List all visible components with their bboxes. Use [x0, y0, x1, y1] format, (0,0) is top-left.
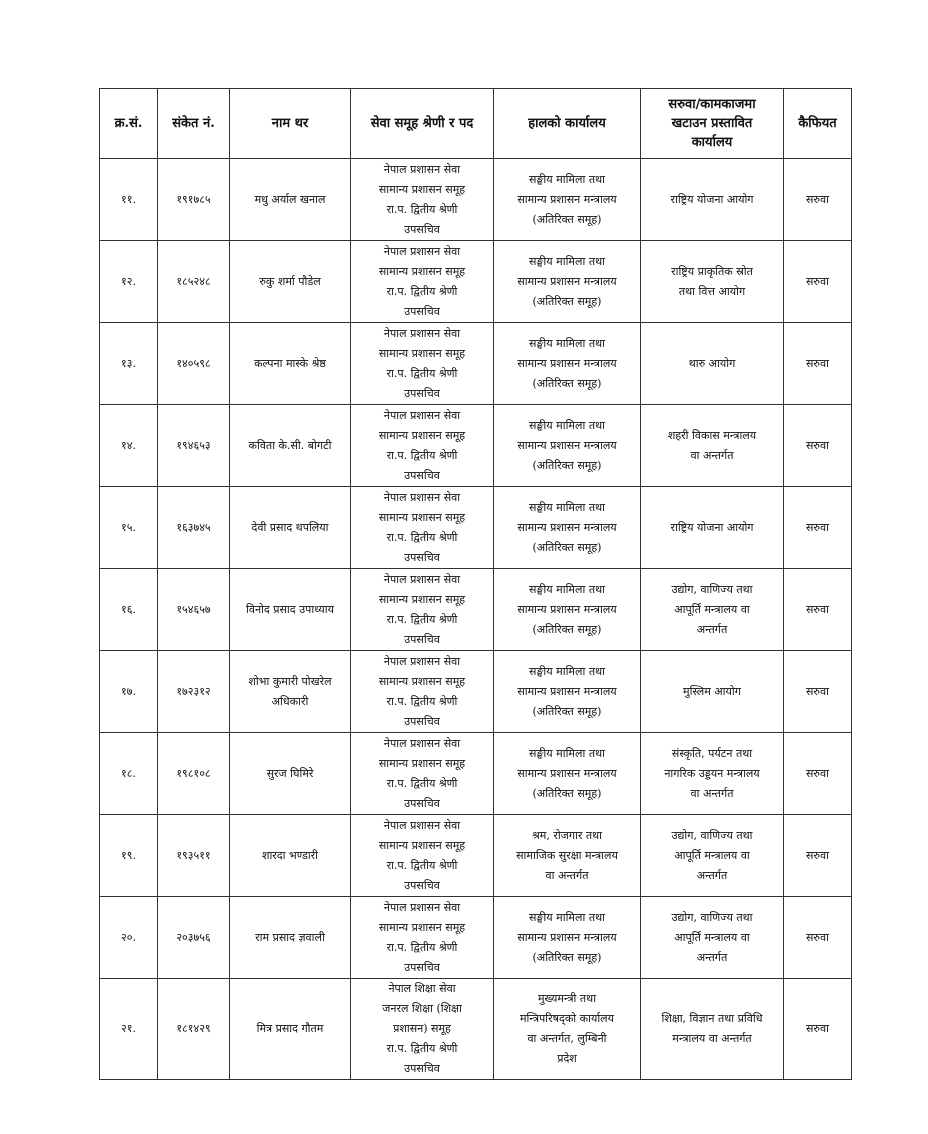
- code-cell: १९८१०८: [158, 733, 230, 815]
- service-cell-line: रा.प. द्वितीय श्रेणी: [386, 284, 458, 298]
- name-cell: मधु अर्याल खनाल: [230, 159, 351, 241]
- header-service: सेवा समूह श्रेणी र पद: [351, 89, 494, 159]
- name-cell: शारदा भण्डारी: [230, 815, 351, 897]
- service-cell-line: नेपाल प्रशासन सेवा: [383, 654, 461, 668]
- code-cell: १८५२४८: [158, 241, 230, 323]
- service-cell: [351, 323, 494, 405]
- serial-cell: १३.: [100, 323, 158, 405]
- current-office-cell: [494, 159, 641, 241]
- table-row: [100, 405, 852, 487]
- proposed-office-cell: [641, 651, 784, 733]
- serial-cell: २१.: [100, 979, 158, 1080]
- service-cell-line: सामान्य प्रशासन समूह: [378, 592, 466, 606]
- service-cell-line: सामान्य प्रशासन समूह: [378, 346, 466, 360]
- service-cell-line: उपसचिव: [404, 714, 440, 728]
- service-cell: [351, 815, 494, 897]
- current-office-cell-line: सङ्घीय मामिला तथा: [529, 500, 605, 514]
- serial-cell: १६.: [100, 569, 158, 651]
- transfer-table: [99, 88, 852, 1080]
- proposed-office-cell-line: वा अन्तर्गत: [690, 448, 734, 462]
- current-office-cell-line: श्रम, रोजगार तथा: [531, 828, 603, 842]
- service-cell-line: उपसचिव: [404, 796, 440, 810]
- service-cell-line: सामान्य प्रशासन समूह: [378, 756, 466, 770]
- remarks-cell: सरुवा: [784, 159, 852, 241]
- proposed-office-cell-line: मुस्लिम आयोग: [683, 684, 741, 698]
- table-row: [100, 979, 852, 1080]
- table-row: [100, 241, 852, 323]
- current-office-cell-line: सामान्य प्रशासन मन्त्रालय: [517, 438, 617, 452]
- name-cell: रुकु शर्मा पौडेल: [230, 241, 351, 323]
- code-cell: १४०५९८: [158, 323, 230, 405]
- proposed-office-cell: [641, 241, 784, 323]
- current-office-cell-line: सामान्य प्रशासन मन्त्रालय: [517, 274, 617, 288]
- service-cell: [351, 979, 494, 1080]
- service-cell-line: नेपाल प्रशासन सेवा: [383, 408, 461, 422]
- proposed-office-cell-line: राष्ट्रिय प्राकृतिक स्रोत: [671, 264, 753, 278]
- current-office-cell-line: प्रदेश: [557, 1052, 577, 1065]
- name-cell: शोभा कुमारी पोखरेल अधिकारी: [230, 651, 351, 733]
- proposed-office-cell-line: अन्तर्गत: [696, 868, 728, 882]
- current-office-cell-line: सङ्घीय मामिला तथा: [529, 172, 605, 186]
- table-row: [100, 569, 852, 651]
- remarks-cell: सरुवा: [784, 241, 852, 323]
- service-cell: [351, 897, 494, 979]
- service-cell-line: नेपाल शिक्षा सेवा: [388, 982, 456, 995]
- service-cell-line: उपसचिव: [404, 1062, 440, 1075]
- service-cell-line: सामान्य प्रशासन समूह: [378, 920, 466, 934]
- code-cell: १६३७४५: [158, 487, 230, 569]
- proposed-office-cell-line: उद्योग, वाणिज्य तथा: [671, 582, 753, 596]
- service-cell-line: सामान्य प्रशासन समूह: [378, 182, 466, 196]
- service-cell-line: रा.प. द्वितीय श्रेणी: [386, 612, 458, 626]
- service-cell-line: सामान्य प्रशासन समूह: [378, 510, 466, 524]
- current-office-cell-line: सामाजिक सुरक्षा मन्त्रालय: [516, 848, 618, 862]
- current-office-cell-line: (अतिरिक्त समूह): [532, 212, 602, 226]
- service-cell-line: उपसचिव: [404, 222, 440, 236]
- service-cell: [351, 651, 494, 733]
- current-office-cell: [494, 979, 641, 1080]
- code-cell: १५४६५७: [158, 569, 230, 651]
- remarks-cell: सरुवा: [784, 405, 852, 487]
- code-cell: १९१७८५: [158, 159, 230, 241]
- current-office-cell-line: (अतिरिक्त समूह): [532, 622, 602, 636]
- serial-cell: १८.: [100, 733, 158, 815]
- current-office-cell: [494, 241, 641, 323]
- remarks-cell: सरुवा: [784, 897, 852, 979]
- header-serial: क्र.सं.: [100, 89, 158, 159]
- serial-cell: १९.: [100, 815, 158, 897]
- current-office-cell-line: सामान्य प्रशासन मन्त्रालय: [517, 930, 617, 944]
- service-cell-line: जनरल शिक्षा (शिक्षा: [382, 1002, 462, 1015]
- table-body: [100, 159, 852, 1080]
- proposed-office-cell-line: वा अन्तर्गत: [690, 786, 734, 800]
- proposed-office-cell-line: शहरी विकास मन्त्रालय: [667, 428, 757, 442]
- proposed-office-cell: [641, 159, 784, 241]
- table-row: [100, 651, 852, 733]
- remarks-cell: सरुवा: [784, 979, 852, 1080]
- proposed-office-cell-line: आपूर्ति मन्त्रालय वा: [674, 930, 750, 944]
- serial-cell: १२.: [100, 241, 158, 323]
- service-cell-line: नेपाल प्रशासन सेवा: [383, 900, 461, 914]
- table-row: [100, 897, 852, 979]
- service-cell-line: नेपाल प्रशासन सेवा: [383, 818, 461, 832]
- remarks-cell: सरुवा: [784, 815, 852, 897]
- proposed-office-cell-line: राष्ट्रिय योजना आयोग: [670, 192, 754, 206]
- service-cell-line: रा.प. द्वितीय श्रेणी: [386, 1042, 458, 1055]
- current-office-cell-line: सङ्घीय मामिला तथा: [529, 254, 605, 268]
- service-cell-line: प्रशासन) समूह: [393, 1022, 451, 1035]
- service-cell: [351, 733, 494, 815]
- current-office-cell-line: सामान्य प्रशासन मन्त्रालय: [517, 356, 617, 370]
- proposed-office-cell-line: संस्कृति, पर्यटन तथा: [671, 746, 753, 760]
- current-office-cell-line: मुख्यमन्त्री तथा: [537, 992, 597, 1005]
- proposed-office-cell-line: उद्योग, वाणिज्य तथा: [671, 828, 753, 842]
- header-proposed-office: सरुवा/कामकाजमा खटाउन प्रस्तावित कार्यालय: [641, 89, 784, 159]
- name-cell: सुरज घिमिरे: [230, 733, 351, 815]
- service-cell-line: सामान्य प्रशासन समूह: [378, 264, 466, 278]
- current-office-cell-line: (अतिरिक्त समूह): [532, 540, 602, 554]
- current-office-cell-line: सङ्घीय मामिला तथा: [529, 336, 605, 350]
- current-office-cell: [494, 651, 641, 733]
- current-office-cell-line: (अतिरिक्त समूह): [532, 950, 602, 964]
- current-office-cell: [494, 487, 641, 569]
- remarks-cell: सरुवा: [784, 733, 852, 815]
- current-office-cell-line: सङ्घीय मामिला तथा: [529, 664, 605, 678]
- current-office-cell-line: (अतिरिक्त समूह): [532, 458, 602, 472]
- service-cell-line: उपसचिव: [404, 386, 440, 400]
- proposed-office-cell-line: मन्त्रालय वा अन्तर्गत: [672, 1032, 752, 1045]
- service-cell-line: सामान्य प्रशासन समूह: [378, 428, 466, 442]
- service-cell-line: रा.प. द्वितीय श्रेणी: [386, 694, 458, 708]
- proposed-office-cell-line: राष्ट्रिय योजना आयोग: [670, 520, 754, 534]
- service-cell-line: रा.प. द्वितीय श्रेणी: [386, 202, 458, 216]
- code-cell: १९३५११: [158, 815, 230, 897]
- service-cell-line: उपसचिव: [404, 632, 440, 646]
- header-remarks: कैफियत: [784, 89, 852, 159]
- proposed-office-cell-line: तथा वित्त आयोग: [678, 284, 746, 298]
- remarks-cell: सरुवा: [784, 487, 852, 569]
- service-cell: [351, 241, 494, 323]
- name-cell: कल्पना मास्के श्रेष्ठ: [230, 323, 351, 405]
- service-cell-line: नेपाल प्रशासन सेवा: [383, 326, 461, 340]
- proposed-office-cell-line: आपूर्ति मन्त्रालय वा: [674, 848, 750, 862]
- current-office-cell-line: सामान्य प्रशासन मन्त्रालय: [517, 766, 617, 780]
- service-cell-line: उपसचिव: [404, 878, 440, 892]
- header-name: नाम थर: [230, 89, 351, 159]
- current-office-cell-line: सामान्य प्रशासन मन्त्रालय: [517, 192, 617, 206]
- service-cell-line: नेपाल प्रशासन सेवा: [383, 736, 461, 750]
- current-office-cell: [494, 733, 641, 815]
- remarks-cell: सरुवा: [784, 651, 852, 733]
- proposed-office-cell-line: थारु आयोग: [688, 356, 736, 370]
- service-cell-line: रा.प. द्वितीय श्रेणी: [386, 448, 458, 462]
- proposed-office-cell: [641, 569, 784, 651]
- service-cell-line: रा.प. द्वितीय श्रेणी: [386, 940, 458, 954]
- proposed-office-cell-line: नागरिक उड्डयन मन्त्रालय: [664, 766, 760, 780]
- current-office-cell-line: मन्त्रिपरिषद्को कार्यालय: [519, 1012, 615, 1025]
- name-cell: कविता के.सी. बोगटी: [230, 405, 351, 487]
- service-cell-line: नेपाल प्रशासन सेवा: [383, 162, 461, 176]
- proposed-office-cell: [641, 815, 784, 897]
- current-office-cell: [494, 897, 641, 979]
- remarks-cell: सरुवा: [784, 569, 852, 651]
- current-office-cell-line: वा अन्तर्गत, लुम्बिनी: [527, 1032, 607, 1045]
- service-cell: [351, 487, 494, 569]
- code-cell: १८१४२९: [158, 979, 230, 1080]
- service-cell-line: रा.प. द्वितीय श्रेणी: [386, 366, 458, 380]
- service-cell-line: सामान्य प्रशासन समूह: [378, 838, 466, 852]
- service-cell-line: सामान्य प्रशासन समूह: [378, 674, 466, 688]
- current-office-cell-line: सङ्घीय मामिला तथा: [529, 418, 605, 432]
- table-row: [100, 159, 852, 241]
- current-office-cell-line: (अतिरिक्त समूह): [532, 376, 602, 390]
- current-office-cell-line: सङ्घीय मामिला तथा: [529, 910, 605, 924]
- table-row: [100, 323, 852, 405]
- service-cell-line: उपसचिव: [404, 304, 440, 318]
- table-row: [100, 815, 852, 897]
- name-cell: विनोद प्रसाद उपाध्याय: [230, 569, 351, 651]
- proposed-office-cell: [641, 405, 784, 487]
- serial-cell: ११.: [100, 159, 158, 241]
- name-cell: मित्र प्रसाद गौतम: [230, 979, 351, 1080]
- service-cell-line: उपसचिव: [404, 550, 440, 564]
- serial-cell: २०.: [100, 897, 158, 979]
- serial-cell: १७.: [100, 651, 158, 733]
- current-office-cell-line: (अतिरिक्त समूह): [532, 786, 602, 800]
- code-cell: १७२३१२: [158, 651, 230, 733]
- service-cell: [351, 159, 494, 241]
- serial-cell: १५.: [100, 487, 158, 569]
- current-office-cell-line: सामान्य प्रशासन मन्त्रालय: [517, 520, 617, 534]
- header-current-office: हालको कार्यालय: [494, 89, 641, 159]
- proposed-office-cell: [641, 897, 784, 979]
- proposed-office-cell-line: अन्तर्गत: [696, 622, 728, 636]
- service-cell-line: नेपाल प्रशासन सेवा: [383, 572, 461, 586]
- service-cell-line: नेपाल प्रशासन सेवा: [383, 490, 461, 504]
- current-office-cell: [494, 405, 641, 487]
- serial-cell: १४.: [100, 405, 158, 487]
- service-cell: [351, 569, 494, 651]
- proposed-office-cell: [641, 487, 784, 569]
- code-cell: १९४६५३: [158, 405, 230, 487]
- remarks-cell: सरुवा: [784, 323, 852, 405]
- proposed-office-cell: [641, 323, 784, 405]
- current-office-cell: [494, 815, 641, 897]
- proposed-office-cell-line: उद्योग, वाणिज्य तथा: [671, 910, 753, 924]
- code-cell: २०३७५६: [158, 897, 230, 979]
- service-cell-line: उपसचिव: [404, 960, 440, 974]
- proposed-office-cell-line: शिक्षा, विज्ञान तथा प्रविधि: [661, 1012, 763, 1025]
- proposed-office-cell-line: अन्तर्गत: [696, 950, 728, 964]
- current-office-cell: [494, 323, 641, 405]
- header-code: संकेत नं.: [158, 89, 230, 159]
- name-cell: देवी प्रसाद थपलिया: [230, 487, 351, 569]
- proposed-office-cell: [641, 733, 784, 815]
- service-cell-line: रा.प. द्वितीय श्रेणी: [386, 858, 458, 872]
- proposed-office-cell-line: आपूर्ति मन्त्रालय वा: [674, 602, 750, 616]
- current-office-cell-line: (अतिरिक्त समूह): [532, 704, 602, 718]
- current-office-cell-line: सामान्य प्रशासन मन्त्रालय: [517, 602, 617, 616]
- current-office-cell-line: वा अन्तर्गत: [545, 868, 589, 882]
- current-office-cell-line: सामान्य प्रशासन मन्त्रालय: [517, 684, 617, 698]
- service-cell-line: नेपाल प्रशासन सेवा: [383, 244, 461, 258]
- service-cell: [351, 405, 494, 487]
- name-cell: राम प्रसाद ज्ञवाली: [230, 897, 351, 979]
- table-row: [100, 487, 852, 569]
- current-office-cell-line: सङ्घीय मामिला तथा: [529, 582, 605, 596]
- current-office-cell-line: (अतिरिक्त समूह): [532, 294, 602, 308]
- current-office-cell: [494, 569, 641, 651]
- table-header-row: [100, 89, 852, 159]
- proposed-office-cell: [641, 979, 784, 1080]
- service-cell-line: रा.प. द्वितीय श्रेणी: [386, 776, 458, 790]
- current-office-cell-line: सङ्घीय मामिला तथा: [529, 746, 605, 760]
- service-cell-line: रा.प. द्वितीय श्रेणी: [386, 530, 458, 544]
- service-cell-line: उपसचिव: [404, 468, 440, 482]
- table-row: [100, 733, 852, 815]
